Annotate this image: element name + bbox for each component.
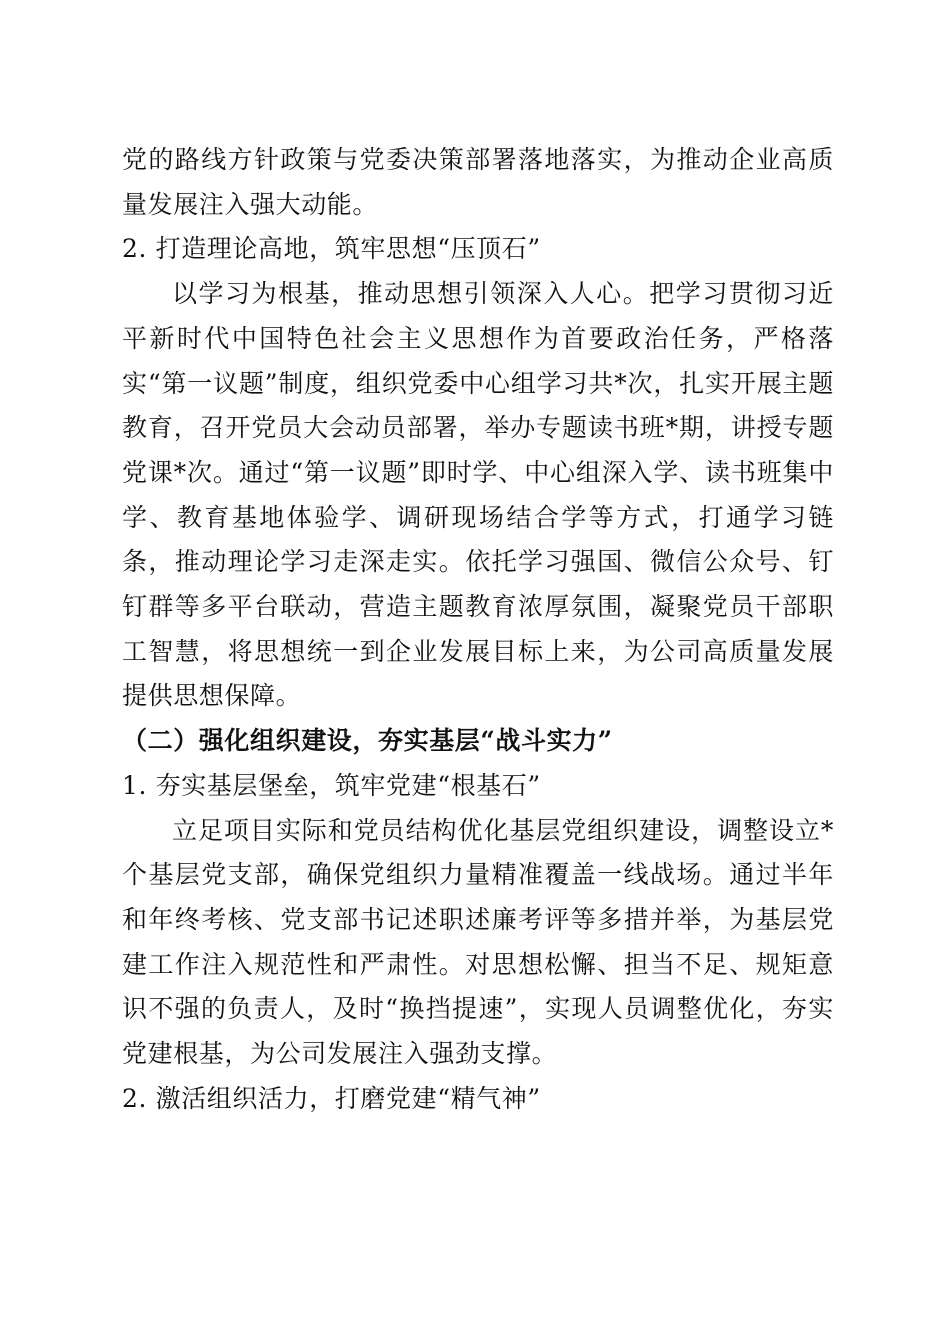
paragraph-continued: 党的路线方针政策与党委决策部署落地落实，为推动企业高质量发展注入强大动能。	[122, 145, 834, 219]
subheading-organization-vitality: 2. 激活组织活力，打磨党建“精气神”	[122, 1083, 541, 1113]
section-heading-organization: （二）强化组织建设，夯实基层“战斗实力”	[122, 726, 613, 756]
document-body	[122, 138, 834, 1121]
subheading-theory-highland: 2. 打造理论高地，筑牢思想“压顶石”	[122, 234, 541, 264]
subheading-grassroots-fortress: 1. 夯实基层堡垒，筑牢党建“根基石”	[122, 770, 541, 800]
paragraph-grassroots-building: 立足项目实际和党员结构优化基层党组织建设，调整设立*个基层党支部，确保党组织力量精准覆盖一线战场。通过半年和年终考核、党支部书记述职述廉考评等多措并举，为基层党建工作注入规范性和严肃性。对思想松懈、担当不足、规矩意识不强的负责人，及时“换挡提速”，实现人员调整优化，夯实党建根基，为公司发展注入强劲支撑。	[122, 815, 834, 1069]
paragraph-study-foundation: 以学习为根基，推动思想引领深入人心。把学习贯彻习近平新时代中国特色社会主义思想作为首要政治任务，严格落实“第一议题”制度，组织党委中心组学习共*次，扎实开展主题教育，召开党员大会动员部署，举办专题读书班*期，讲授专题党课*次。通过“第一议题”即时学、中心组深入学、读书班集中学、教育基地体验学、调研现场结合学等方式，打通学习链条，推动理论学习走深走实。依托学习强国、微信公众号、钉钉群等多平台联动，营造主题教育浓厚氛围，凝聚党员干部职工智慧，将思想统一到企业发展目标上来，为公司高质量发展提供思想保障。	[122, 279, 834, 711]
